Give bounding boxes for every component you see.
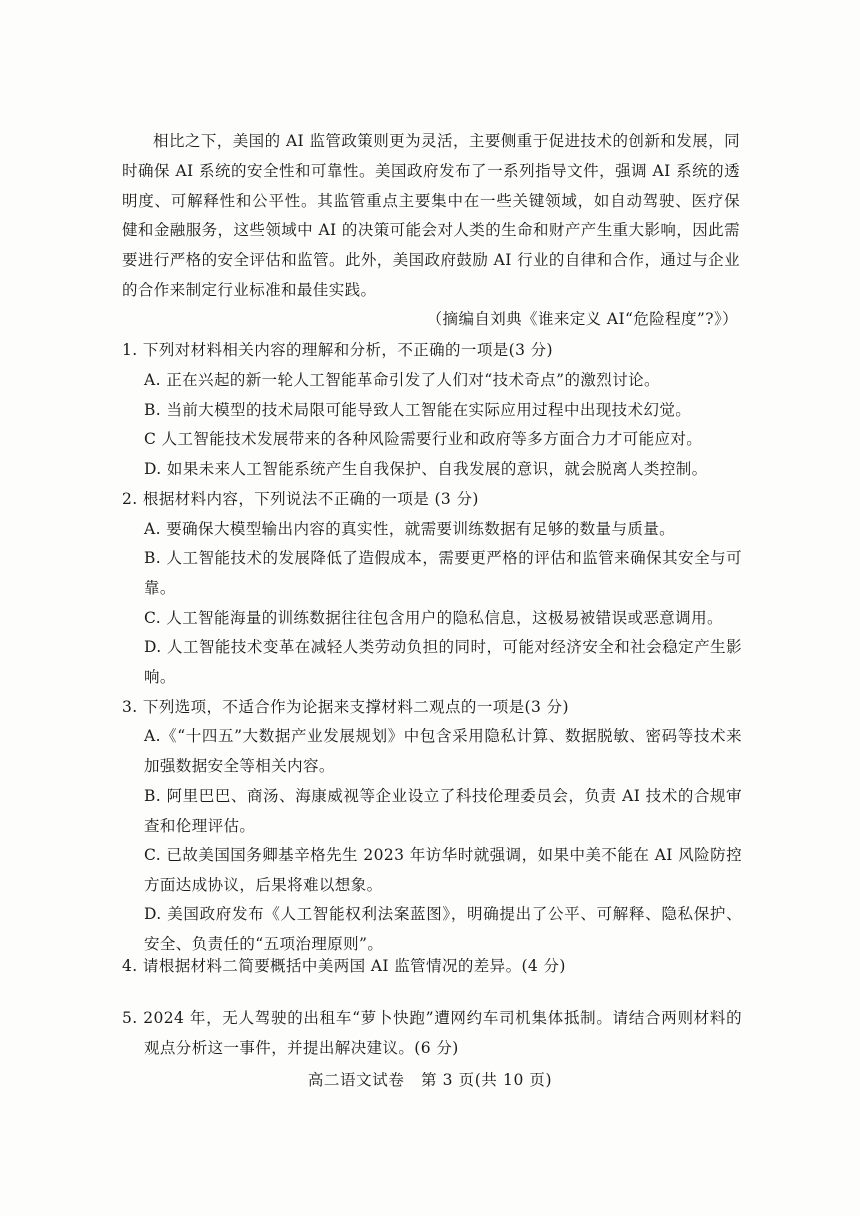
- question-5-stem: 5. 2024 年，无人驾驶的出租车“萝卜快跑”遭网约车司机集体抵制。请结合两则材料的观点分析这一事件，并提出解决建议。(6 分): [122, 1009, 742, 1057]
- question-3-option-a: A.《“十四五”大数据产业发展规划》中包含采用隐私计算、数据脱敏、密码等技术来加强数据安全等相关内容。: [144, 727, 742, 775]
- page-footer: 高二语文试卷 第 3 页(共 10 页): [307, 1071, 553, 1089]
- question-1-option-c: C 人工智能技术发展带来的各种风险需要行业和政府等多方面合力才可能应对。: [144, 430, 703, 448]
- question-3-option-d: D. 美国政府发布《人工智能权利法案蓝图》，明确提出了公平、可解释、隐私保护、安全、负责任的“五项治理原则”。: [144, 905, 742, 953]
- question-1-option-b: B. 当前大模型的技术局限可能导致人工智能在实际应用过程中出现技术幻觉。: [144, 401, 692, 419]
- question-3-stem: 3. 下列选项，不适合作为论据来支撑材料二观点的一项是(3 分): [122, 698, 569, 716]
- question-2-option-b: B. 人工智能技术的发展降低了造假成本，需要更严格的评估和监管来确保其安全与可靠。: [144, 549, 742, 597]
- question-1-option-d: D. 如果未来人工智能系统产生自我保护、自我发展的意识，就会脱离人类控制。: [144, 460, 708, 478]
- question-2-stem: 2. 根据材料内容，下列说法不正确的一项是 (3 分): [122, 490, 479, 508]
- question-2-option-c: C. 人工智能海量的训练数据往往包含用户的隐私信息，这极易被错误或恶意调用。: [144, 609, 723, 627]
- question-1-stem: 1. 下列对材料相关内容的理解和分析，不正确的一项是(3 分): [122, 341, 554, 359]
- question-4-stem: 4. 请根据材料二简要概括中美两国 AI 监管情况的差异。(4 分): [122, 957, 566, 975]
- question-3-option-c: C. 已故美国国务卿基辛格先生 2023 年访华时就强调，如果中美不能在 AI 风险防控方面达成协议，后果将难以想象。: [144, 846, 742, 894]
- question-1-option-a: A. 正在兴起的新一轮人工智能革命引发了人们对“技术奇点”的激烈讨论。: [144, 371, 660, 389]
- passage-source: （摘编自刘典《谁来定义 AI“危险程度”?》）: [426, 310, 738, 328]
- question-2-option-d: D. 人工智能技术变革在减轻人类劳动负担的同时，可能对经济安全和社会稳定产生影响。: [144, 638, 742, 686]
- question-3-option-b: B. 阿里巴巴、商汤、海康威视等企业设立了科技伦理委员会，负责 AI 技术的合规审查和伦理评估。: [144, 787, 742, 835]
- passage-paragraph: 相比之下，美国的 AI 监管政策则更为灵活，主要侧重于促进技术的创新和发展，同时确保 AI 系统的安全性和可靠性。美国政府发布了一系列指导文件，强调 AI 系统的透明度、可解释性和公平性。其监管重点主要集中在一些关键领域，如自动驾驶、医疗保健和金融服务，这些领域中 AI 的决策可能会对人类的生命和财产产生重大影响，因此需要进行严格的安全评估和监管。此外，美国政府鼓励 AI 行业的自律和合作，通过与企业的合作来制定行业标准和最佳实践。: [122, 132, 740, 299]
- question-2-option-a: A. 要确保大模型输出内容的真实性，就需要训练数据有足够的数量与质量。: [144, 520, 676, 538]
